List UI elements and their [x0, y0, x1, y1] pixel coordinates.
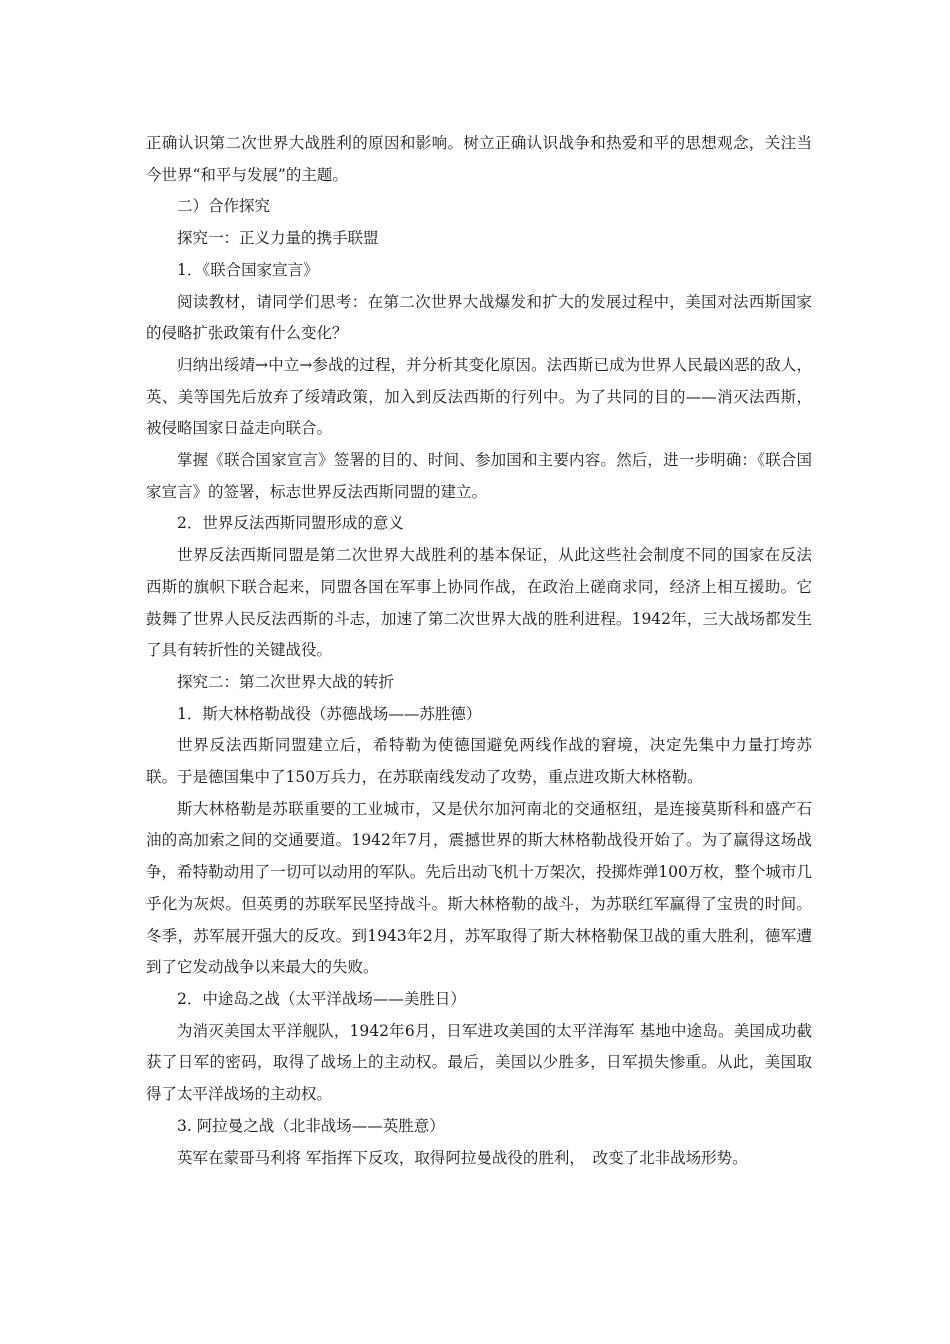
subheading-alliance-significance: 2．世界反法西斯同盟形成的意义: [177, 514, 404, 533]
inquiry-two-heading: 探究二：第二次世界大战的转折: [177, 672, 395, 691]
subheading-stalingrad: 1．斯大林格勒战役（苏德战场——苏胜德）: [177, 704, 482, 723]
paragraph-intro-continued: 正确认识第二次世界大战胜利的原因和影响。树立正确认识战争和热爱和平的思想观念，关注当今世界“和平与发展”的主题。: [146, 134, 812, 184]
inquiry-one-heading: 探究一：正义力量的携手联盟: [177, 229, 379, 248]
paragraph-declaration-signing: 掌握《联合国家宣言》签署的目的、时间、参加国和主要内容。然后，进一步明确：《联合国家宣言》的签署，标志世界反法西斯同盟的建立。: [146, 451, 812, 501]
document-page: [146, 128, 812, 1174]
paragraph-alliance-significance: 世界反法西斯同盟是第二次世界大战胜利的基本保证，从此这些社会制度不同的国家在反法西斯的旗帜下联合起来，同盟各国在军事上协同作战，在政治上磋商求同，经济上相互援助。它鼓舞了世界人民反法西斯的斗志，加速了第二次世界大战的胜利进程。1942年，三大战场都发生了具有转折性的关键战役。: [146, 546, 812, 660]
subheading-declaration: 1．《联合国家宣言》: [177, 260, 319, 279]
paragraph-reading-question: 阅读教材，请同学们思考：在第二次世界大战爆发和扩大的发展过程中，美国对法西斯国家的侵略扩张政策有什么变化？: [146, 292, 812, 343]
subheading-midway: 2．中途岛之战（太平洋战场——美胜日）: [177, 989, 466, 1008]
section-heading-cooperative-inquiry: 二）合作探究: [177, 197, 271, 216]
paragraph-policy-change: 归纳出绥靖→中立→参战的过程，并分析其变化原因。法西斯已成为世界人民最凶恶的敌人，英、美等国先后放弃了绥靖政策，加入到反法西斯的行列中。为了共同的目的——消灭法西斯，被侵略国家日益走向联合。: [146, 355, 812, 438]
paragraph-stalingrad-background: 世界反法西斯同盟建立后，希特勒为使德国避免两线作战的窘境，决定先集中力量打垮苏联。于是德国集中了150万兵力，在苏联南线发动了攻势，重点进攻斯大林格勒。: [146, 736, 812, 787]
paragraph-stalingrad-battle: 斯大林格勒是苏联重要的工业城市，又是伏尔加河南北的交通枢纽，是连接莫斯科和盛产石油的高加索之间的交通要道。1942年7月，震撼世界的斯大林格勒战役开始了。为了赢得这场战争，希特勒动用了一切可以动用的军队。先后出动飞机十万架次，投掷炸弹100万枚，整个城市几乎化为灰烬。但英勇的苏联军民坚持战斗。斯大林格勒的战斗，为苏联红军赢得了宝贵的时间。冬季，苏军展开强大的反攻。到1943年2月，苏军取得了斯大林格勒保卫战的重大胜利，德军遭到了它发动战争以来最大的失败。: [146, 799, 812, 977]
paragraph-midway: 为消灭美国太平洋舰队，1942年6月，日军进攻美国的太平洋海军 基地中途岛。美国成功截获了日军的密码，取得了战场上的主动权。最后，美国以少胜多，日军损失惨重。从此，美国取得了太平洋战场的主动权。: [146, 1021, 812, 1104]
paragraph-el-alamein: 英军在蒙哥马利将 军指挥下反攻，取得阿拉曼战役的胜利， 改变了北非战场形势。: [177, 1148, 748, 1167]
subheading-el-alamein: 3. 阿拉曼之战（北非战场——英胜意）: [177, 1116, 445, 1135]
